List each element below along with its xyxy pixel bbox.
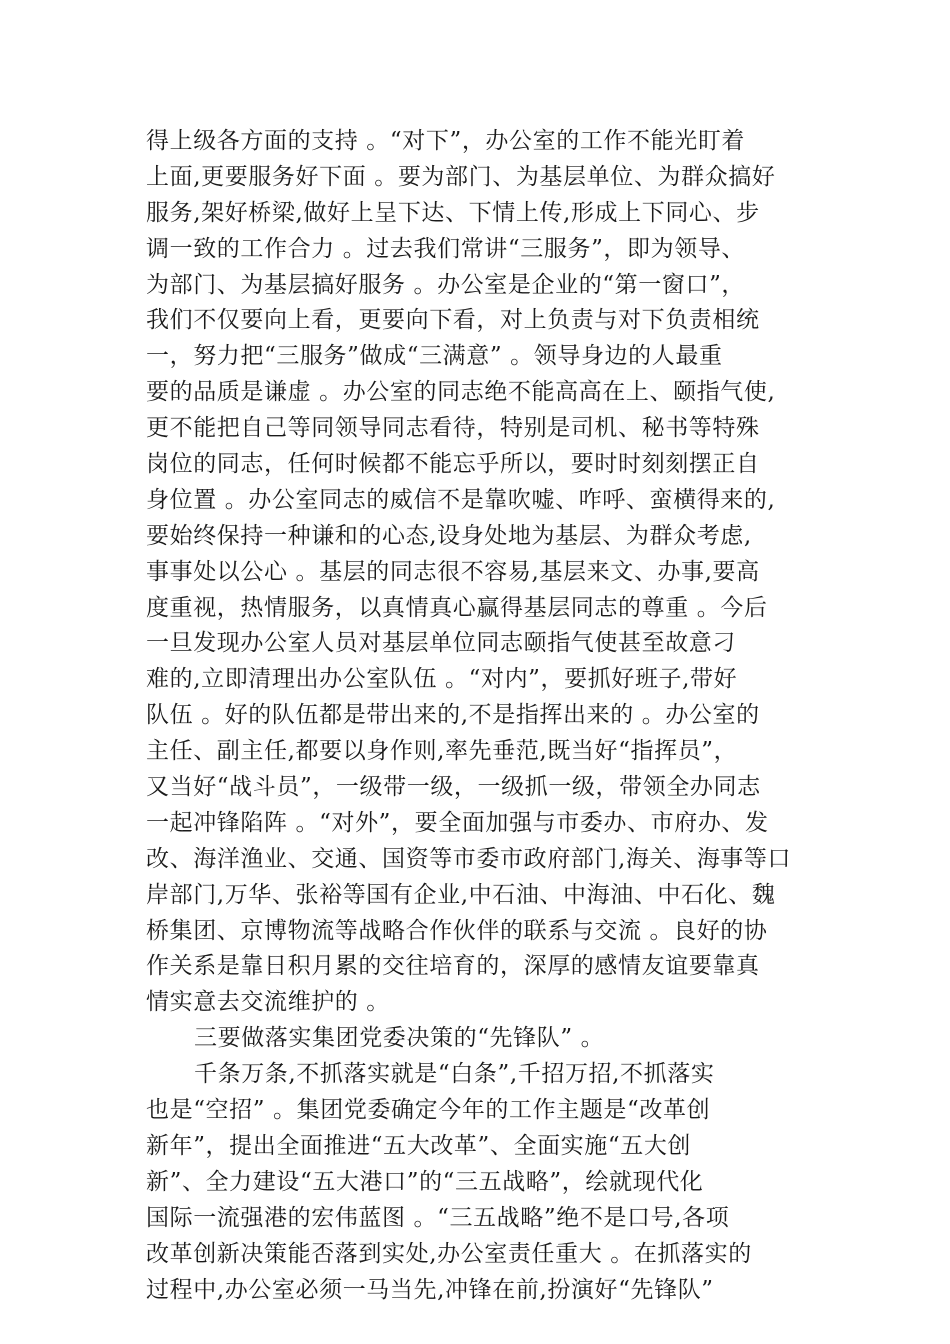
text-line: 得上级各方面的支持 。“对下”，办公室的工作不能光盯着 [146, 128, 746, 154]
paragraph-first-line: 三要做落实集团党委决策的“先锋队” 。 [194, 1025, 605, 1052]
text-line: 一，努力把“三服务”做成“三满意” 。领导身边的人最重 [146, 343, 723, 370]
text-line: 改革创新决策能否落到实处,办公室责任重大 。在抓落实的 [146, 1240, 752, 1267]
text-line: 调一致的工作合力 。过去我们常讲“三服务”，即为领导、 [146, 235, 746, 262]
text-line: 新年”，提出全面推进“五大改革”、全面实施“五大创 [146, 1132, 692, 1159]
text-line: 桥集团、京博物流等战略合作伙伴的联系与交流 。良好的协 [146, 917, 768, 944]
text-line: 改、海洋渔业、交通、国资等市委市政府部门,海关、海事等口 [146, 845, 792, 872]
text-line: 要的品质是谦虚 。办公室的同志绝不能高高在上、颐指气使, [146, 379, 776, 406]
text-line: 队伍 。好的队伍都是带出来的,不是指挥出来的 。办公室的 [146, 702, 760, 729]
text-line: 一旦发现办公室人员对基层单位同志颐指气使甚至故意刁 [146, 630, 736, 657]
text-line: 国际一流强港的宏伟蓝图 。“三五战略”绝不是口号,各项 [146, 1204, 730, 1231]
text-line: 岗位的同志，任何时候都不能忘乎所以，要时时刻刻摆正自 [146, 451, 760, 478]
text-line: 上面,更要服务好下面 。要为部门、为基层单位、为群众搞好 [146, 163, 776, 190]
text-line: 岸部门,万华、张裕等国有企业,中石油、中海油、中石化、魏 [146, 881, 776, 908]
text-line: 过程中,办公室必须一马当先,冲锋在前,扮演好“先锋队” [146, 1276, 714, 1303]
text-line: 作关系是靠日积月累的交往培育的，深厚的感情友谊要靠真 [146, 953, 760, 980]
text-line: 服务,架好桥梁,做好上呈下达、下情上传,形成上下同心、步 [146, 199, 760, 226]
text-line: 事事处以公心 。基层的同志很不容易,基层来文、办事,要高 [146, 558, 760, 585]
text-line: 一起冲锋陷阵 。“对外”，要全面加强与市委办、市府办、发 [146, 809, 769, 836]
text-line: 难的,立即清理出办公室队伍 。“对内”，要抓好班子,带好 [146, 666, 738, 693]
text-line: 我们不仅要向上看，更要向下看，对上负责与对下负责相统 [146, 307, 760, 334]
text-line: 要始终保持一种谦和的心态,设身处地为基层、为群众考虑, [146, 522, 752, 549]
text-line: 情实意去交流维护的 。 [146, 989, 390, 1016]
text-line: 更不能把自己等同领导同志看待，特别是司机、秘书等特殊 [146, 415, 760, 442]
text-line: 身位置 。办公室同志的威信不是靠吹嘘、咋呼、蛮横得来的, [146, 486, 776, 513]
text-line: 又当好“战斗员”，一级带一级，一级抓一级，带领全办同志 [146, 774, 761, 801]
text-line: 也是“空招” 。集团党委确定今年的工作主题是“改革创 [146, 1097, 711, 1124]
paragraph-first-line: 千条万条,不抓落实就是“白条”,千招万招,不抓落实 [194, 1061, 715, 1088]
text-line: 主任、副主任,都要以身作则,率先垂范,既当好“指挥员”， [146, 738, 738, 765]
body-text [146, 124, 830, 1308]
text-line: 为部门、为基层搞好服务 。办公室是企业的“第一窗口”， [146, 271, 746, 298]
text-line: 度重视，热情服务，以真情真心赢得基层同志的尊重 。今后 [146, 594, 768, 621]
text-line: 新”、全力建设“五大港口”的“三五战略”，绘就现代化 [146, 1168, 704, 1195]
